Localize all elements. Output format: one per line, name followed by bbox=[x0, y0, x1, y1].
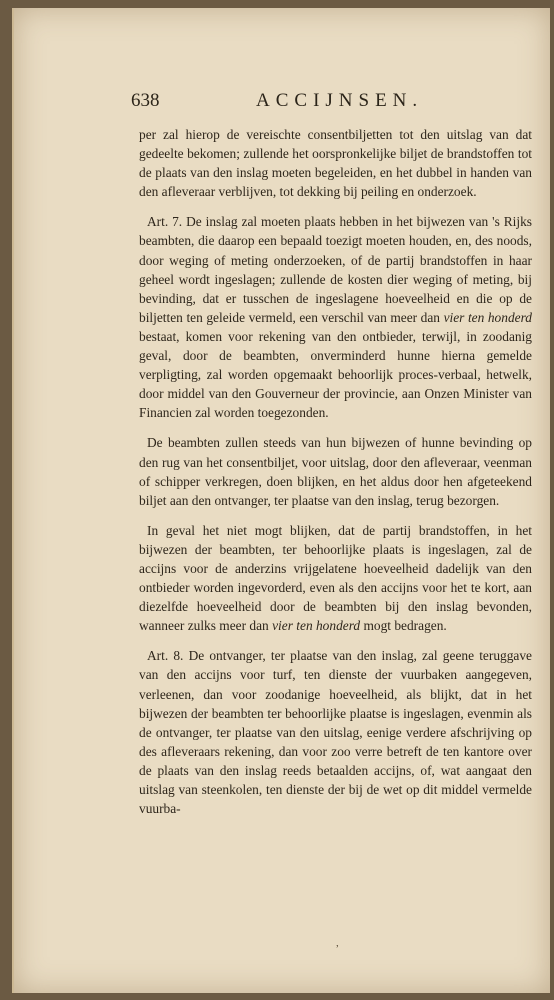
paragraph-art-7: Art. 7. De inslag zal moeten plaats hebben in het bijwezen van 's Rijks beambten, die daarop een bepaald toezigt moeten houden, en, des noods, door weging of meting onderzoeken, of de partij brandstoffen in haar geheel wordt ingeslagen; zullende de kosten dier weging of meting, bij bevinding, dat er tusschen de ingeslagene hoeveelheid en die op de biljetten ten geleide vermeld, een verschil van meer dan vier ten honderd bestaat, komen voor rekening van den ontbieder, terwijl, in zoodanig geval, door de beambten, onverminderd hunne hierna gemelde verpligting, zal worden opgemaakt behoorlijk proces-verbaal, hetwelk, door middel van den Gouverneur der provincie, aan Onzen Minister van Financien zal worden toegezonden. bbox=[139, 214, 532, 421]
body-text bbox=[139, 125, 532, 829]
paragraph-art-8: Art. 8. De ontvanger, ter plaatse van den inslag, zal geene teruggave van den accijns voor turf, ten dienste der vuurbaken aangegeven, verleenen, dan voor zoodanige hoeveelheid, als blijkt, dat in het bijwezen der beambten ter behoorlijke plaatse is ingeslagen, evenmin als de ontvanger, ter plaatse van den uitslag, eenige verdere afschrijving op des afleveraars rekening, dan voor zoo verre betreft de ten kantore over de plaats van den inslag reeds betaalden accijns, of, wat aangaat den uitslag van steenkolen, ten dienste der bij de wet op dit middel vermelde vuurba- bbox=[139, 648, 532, 817]
stray-mark: , bbox=[336, 937, 339, 949]
paragraph-beambten: De beambten zullen steeds van hun bijwezen of hunne bevinding op den rug van het consentbiljet, voor uitslag, door den afleveraar, veenman of schipper verkregen, doen blijken, en het aldus door hen afgeteekend biljet aan den ontvanger, ter plaatse van den inslag, terug bezorgen. bbox=[139, 435, 532, 508]
paragraph-1: per zal hierop de vereischte consentbiljetten tot den uitslag van dat gedeelte bekomen; zullende het oorspronkelijke biljet de brandstoffen tot de plaats van den inslag moeten begeleiden, en het dubbel in handen van den afleveraar verblijven, tot dekking bij peiling en onderzoek. bbox=[139, 127, 532, 200]
page-number: 638 bbox=[131, 90, 160, 111]
running-title: ACCIJNSEN. bbox=[256, 90, 424, 111]
page-header bbox=[131, 90, 531, 114]
book-page bbox=[12, 8, 550, 993]
paragraph-in-geval: In geval het niet mogt blijken, dat de partij brandstoffen, in het bijwezen der beambten, ter behoorlijke plaats is ingeslagen, zal de accijns voor de anderzins vrijgelatene hoeveelheid dadelijk van den ontbieder worden ingevorderd, even als den accijns voor het te kort, aan diezelfde hoeveelheid door de beambten bij den inslag bevonden, wanneer zulks meer dan vier ten honderd mogt bedragen. bbox=[139, 522, 532, 634]
